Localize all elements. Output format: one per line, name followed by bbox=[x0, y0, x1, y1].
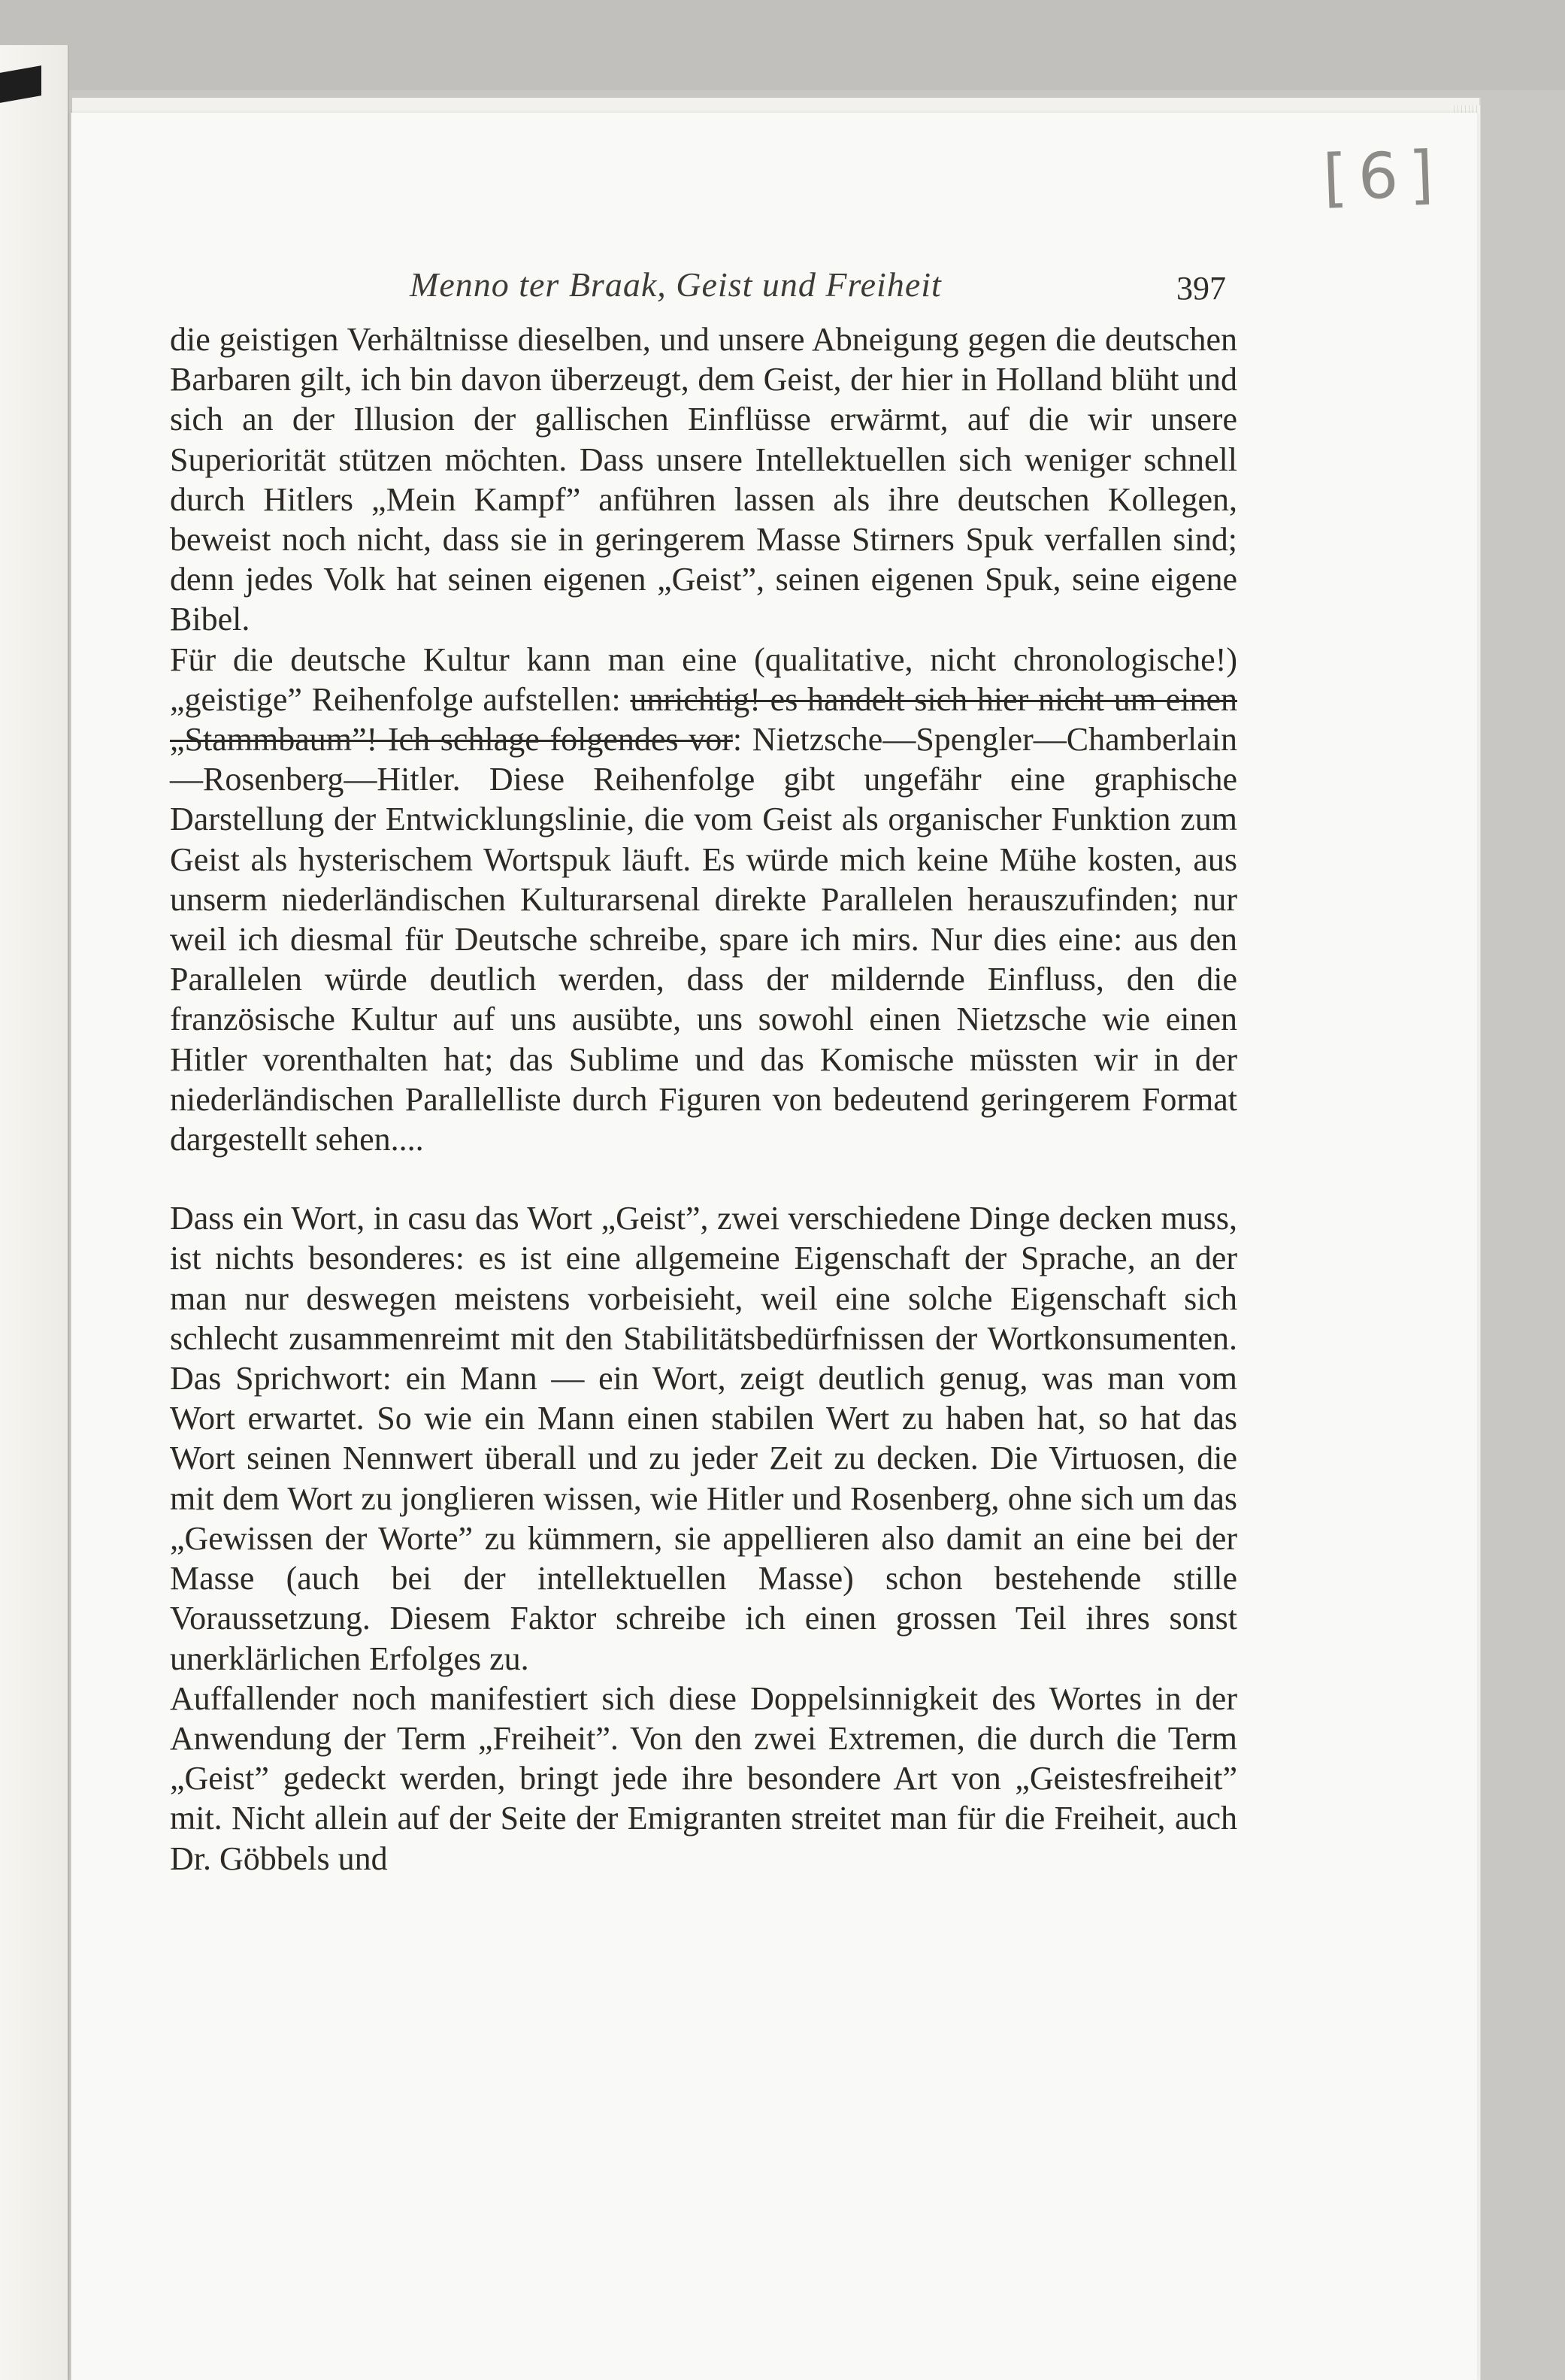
paragraph-2-rest: : Nietzsche—Spengler—Chamberlain—Rosenberg—Hitler. Diese Reihenfolge gibt ungefähr eine graphische Darstellung der Entwicklungslinie, die vom Geist als organischer Funktion zum Geist als hysterischem Wortspuk läuft. Es würde mich keine Mühe kosten, aus unserm niederländischen Kulturarsenal direkte Parallelen herauszufinden; nur weil ich diesmal für Deutsche schreibe, spare ich mirs. Nur dies eine: aus den Parallelen würde deutlich werden, dass der mildernde Einfluss, den die französische Kultur auf uns ausübte, uns sowohl einen Nietzsche wie einen Hitler vorenthalten hat; das Sublime und das Komische müssten wir in der niederländischen Parallelliste durch Figuren von bedeutend geringerem Format dargestellt sehen.... bbox=[170, 721, 1237, 1158]
paragraph-4: Auffallender noch manifestiert sich diese Doppelsinnigkeit des Wortes in der Anwendung der Term „Freiheit”. Von den zwei Extremen, die durch die Term „Geist” gedeckt werden, bringt jede ihre besondere Art von „Geistesfreiheit” mit. Nicht allein auf der Seite der Emigranten streitet man für die Freiheit, auch Dr. Göbbels und bbox=[170, 1679, 1237, 1877]
book-cover bbox=[0, 45, 69, 2380]
paragraph-3: Dass ein Wort, in casu das Wort „Geist”, zwei verschiedene Dinge decken muss, ist nichts besonderes: es ist eine allgemeine Eigenschaft der Sprache, an der man nur deswegen meistens vorbeisieht, weil eine solche Eigenschaft sich schlecht zusammenreimt mit den Stabilitätsbedürfnissen der Wortkonsumenten. Das Sprichwort: ein Mann — ein Wort, zeigt deutlich genug, was man vom Wort erwartet. So wie ein Mann einen stabilen Wert zu haben hat, so hat das Wort seinen Nennwert überall und zu jeder Zeit zu decken. Die Virtuosen, die mit dem Wort zu jonglieren wissen, wie Hitler und Rosenberg, ohne sich um das „Gewissen der Worte” zu kümmern, sie appellieren also damit an eine bei der Masse (auch bei der intellektuellen Masse) schon bestehende stille Voraussetzung. Diesem Faktor schreibe ich einen grossen Teil ihres sonst unerklärlichen Erfolges zu. bbox=[170, 1200, 1237, 1677]
running-head: Menno ter Braak, Geist und Freiheit bbox=[410, 265, 942, 304]
struck-text: unrichtig! es handelt sich hier nicht um einen „Stammbaum”! Ich schlage folgendes vor bbox=[170, 680, 1237, 759]
paragraph-1: die geistigen Verhältnisse dieselben, und unsere Abneigung gegen die deutschen Barbaren gilt, ich bin davon überzeugt, dem Geist, der hier in Holland blüht und sich an der Illusion der gallischen Einflüsse erwärmt, auf die wir unsere Superiorität stützen möchten. Dass unsere Intellektuellen sich weniger schnell durch Hitlers „Mein Kampf” anführen lassen als ihre deutschen Kollegen, beweist noch nicht, dass sie in geringerem Masse Stirners Spuk verfallen sind; denn jedes Volk hat seinen eigenen „Geist”, seinen eigenen Spuk, seine eigene Bibel. bbox=[170, 321, 1237, 638]
body-text bbox=[170, 319, 1237, 1879]
background bbox=[0, 0, 1565, 90]
paragraph-gap bbox=[170, 1159, 1237, 1198]
page-number: 397 bbox=[1176, 270, 1226, 307]
paragraph-2-start: Für die deutsche Kultur kann man eine (qualitative, nicht chronologische!) „geistige” Reihenfolge aufstellen: bbox=[170, 640, 1237, 718]
paragraph-2 bbox=[170, 640, 1237, 1160]
pencil-annotation: [6] bbox=[1321, 137, 1445, 215]
